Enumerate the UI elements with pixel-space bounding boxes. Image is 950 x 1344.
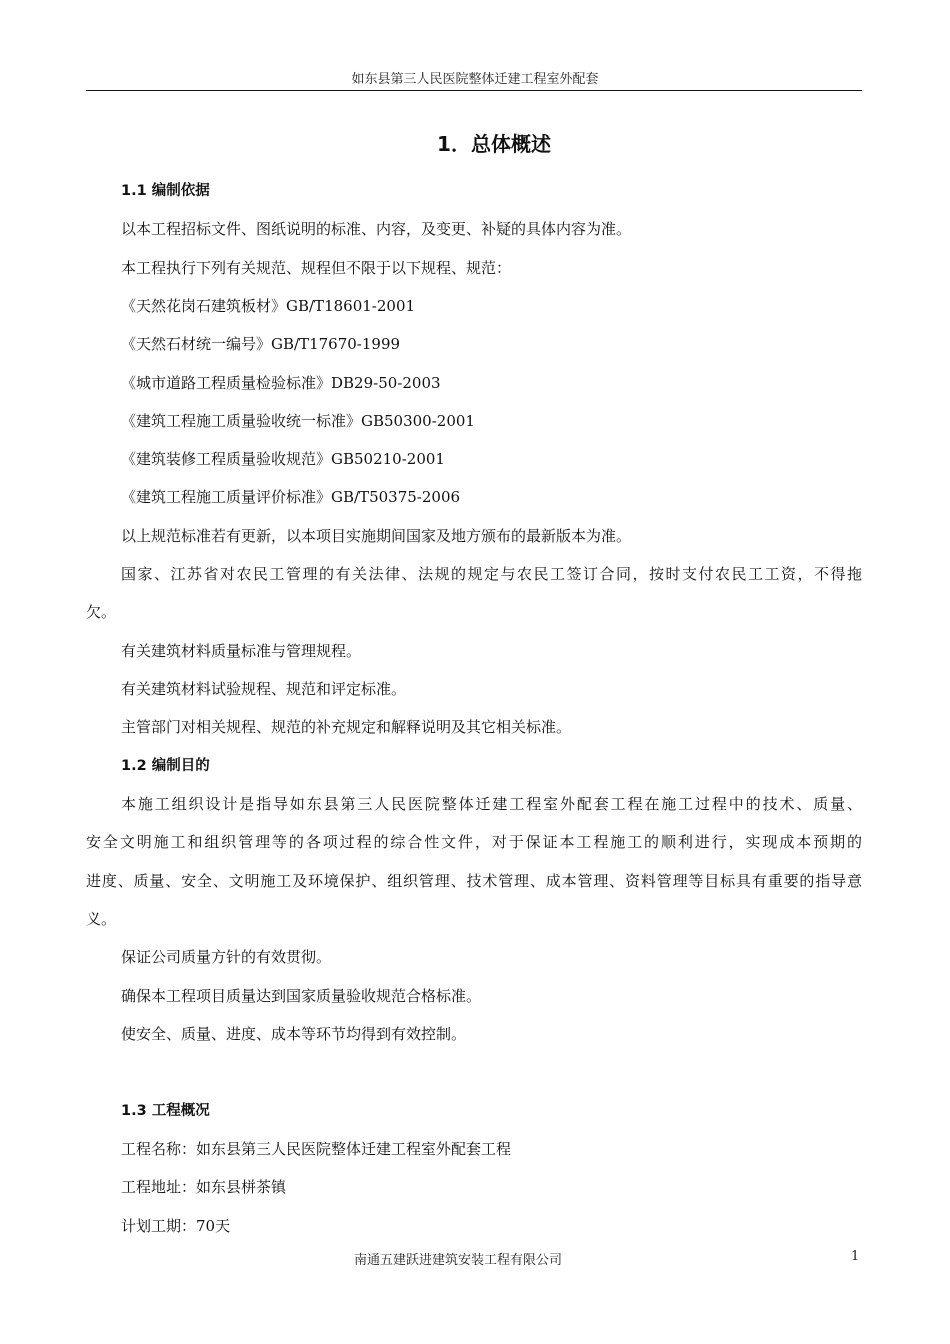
- paragraph: 保证公司质量方针的有效贯彻。: [121, 948, 332, 966]
- paragraph-line: 进度、质量、安全、文明施工及环境保护、组织管理、技术管理、成本管理、资料管理等目标具有重要的指导意: [86, 872, 862, 890]
- project-info-item: 计划工期：70天: [121, 1217, 231, 1235]
- running-header: 如东县第三人民医院整体迁建工程室外配套: [351, 72, 599, 87]
- standard-item: 《天然石材统一编号》GB/T17670-1999: [121, 335, 401, 353]
- standard-item: 《天然花岗石建筑板材》GB/T18601-2001: [121, 297, 416, 315]
- paragraph: 有关建筑材料试验规程、规范和评定标准。: [121, 680, 407, 698]
- paragraph: 使安全、质量、进度、成本等环节均得到有效控制。: [121, 1025, 467, 1043]
- section-heading-1-3: 1.3 工程概况: [121, 1103, 210, 1119]
- project-info-item: 工程地址：如东县栟茶镇: [121, 1178, 287, 1196]
- standard-item: 《建筑装修工程质量验收规范》GB50210-2001: [121, 450, 445, 468]
- paragraph: 有关建筑材料质量标准与管理规程。: [121, 642, 362, 660]
- page-number: 1: [851, 1249, 860, 1264]
- paragraph-line: 本施工组织设计是指导如东县第三人民医院整体迁建工程室外配套工程在施工过程中的技术、质量、: [121, 795, 862, 813]
- paragraph: 以本工程招标文件、图纸说明的标准、内容，及变更、补疑的具体内容为准。: [121, 220, 632, 238]
- chapter-title: 1．总体概述: [437, 132, 551, 156]
- paragraph: 以上规范标准若有更新，以本项目实施期间国家及地方颁布的最新版本为准。: [121, 527, 632, 545]
- section-heading-1-1: 1.1 编制依据: [121, 183, 210, 199]
- paragraph: 主管部门对相关规程、规范的补充规定和解释说明及其它相关标准。: [121, 718, 572, 736]
- standard-item: 《建筑工程施工质量验收统一标准》GB50300-2001: [121, 412, 475, 430]
- paragraph-line: 国家、江苏省对农民工管理的有关法律、法规的规定与农民工签订合同，按时支付农民工工资，不得拖: [121, 565, 862, 583]
- footer-company: 南通五建跃进建筑安装工程有限公司: [353, 1253, 562, 1268]
- section-heading-1-2: 1.2 编制目的: [121, 758, 210, 774]
- paragraph: 确保本工程项目质量达到国家质量验收规范合格标准。: [121, 987, 482, 1005]
- paragraph: 本工程执行下列有关规范、规程但不限于以下规程、规范：: [121, 259, 512, 277]
- standard-item: 《城市道路工程质量检验标准》DB29-50-2003: [121, 374, 441, 392]
- header-divider: [86, 90, 862, 91]
- paragraph-line: 安全文明施工和组织管理等的各项过程的综合性文件，对于保证本工程施工的顺利进行，实现成本预期的: [86, 833, 862, 851]
- project-info-item: 工程名称：如东县第三人民医院整体迁建工程室外配套工程: [121, 1140, 512, 1158]
- paragraph-line: 义。: [86, 910, 117, 928]
- paragraph-line: 欠。: [86, 603, 117, 621]
- standard-item: 《建筑工程施工质量评价标准》GB/T50375-2006: [121, 488, 461, 506]
